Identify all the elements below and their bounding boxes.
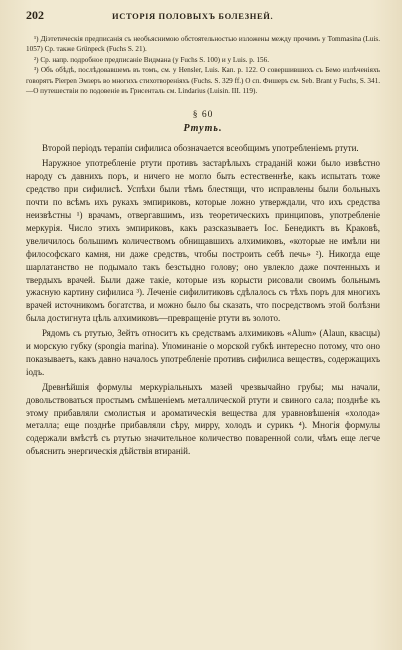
footnotes-block [26,34,380,96]
footnote: ²) Ср. напр. подробное предписаніе Видмана (у Fuchs S. 100) и у Luis. р. 156. [34,55,270,64]
paragraph: Наружное употребленіе ртути противъ застарѣлыхъ страданій кожи было извѣстно народу съ давнихъ поръ, и ничего не могло быть естественнѣе, какъ испытать тоже средство при сифилисѣ. Успѣхи были тѣмъ блестящи, что исправлены были больныхъ почти по всѣмъ ихъ рукахъ эмпириковъ, которые ложно утверждали, что ихъ средства неизвѣстны ¹) врачамъ, отвергавшимъ, изъ теоретическихъ принциповъ, употребленіе меркурія. Число этихъ эмпириковъ, какъ разсказываетъ Іос. Бенедиктъ въ Краковѣ, увеличилось большимъ количествомъ обнищавшихъ алхимиковъ, «которые не имѣли ни философскаго камня, ни даже средствъ, чтобы построить себѣ печь» ²). Никогда еще шарлатанство не подымало такъ безстыдно голову; оно увлекло даже почтенныхъ и твердыхъ врачей. Были даже такіе, которые изъ корысти рисовали своимъ больнымъ ужасную картину сифилиса ³). Леченіе сифилитиковъ сдѣлалось съ тѣхъ поръ для многихъ врачей источникомъ богатства, и можно было бы сказать, что посредствомъ этой болѣзни была достигнута цѣль алхимиковъ—превращеніе ртути въ золото. [26,158,380,324]
footnote: ¹) Діэтетическія предписанія съ необъяснимою обстоятельностью изложены между прочимъ у Tommasina (Luis. 1057) Ср. также Grünpeck (Fuchs S. 21). [26,35,380,54]
page-number: 202 [26,8,44,22]
page-header [26,8,380,30]
paragraph: Рядомъ съ ртутью, Зейтъ относитъ къ средствамъ алхимиковъ «Alum» (Alaun, квасцы) и морскую губку (spongia marina). Упоминаніе о морской губкѣ интересно потому, что оно показываетъ, какъ давно началось употребленіе противъ сифилиса веществъ, содержащихъ іодъ. [26,328,380,377]
running-title: ИСТОРІЯ ПОЛОВЫХЪ БОЛЕЗНЕЙ. [112,11,274,21]
body-text [26,142,380,458]
paragraph: Второй періодъ терапіи сифилиса обозначается всеобщимъ употребленіемъ ртути. [42,143,359,154]
paragraph: Древнѣйшія формулы меркуріальныхъ мазей чрезвычайно грубы; мы начали, довольствоваться простымъ смѣшеніемъ металлической ртути и свиного сала; позднѣе къ этому прибавляли смолистыя и ароматическія вещества для уравновѣшенія «холода» металла; еще позднѣе прибавляли сѣру, мирру, холодъ и сурикъ ⁴). Многія формулы содержали вмѣстѣ съ ртутью значительное количество поваренной соли, чѣмъ еще легче объяснить энергическія дѣйствія втираній. [26,381,380,457]
footnote: ³) Объ обѣдѣ, послѣдовавшемъ въ томъ, см. у Hensler, Luis. Кап. р. 122. О совершившихъ съ Бемо излѣченіяхъ говорятъ Pierpen Эмзеръ во многихъ стихотвореніяхъ (Fuchs. S. 329 ff.) О сп. Фишеръ см. Seb. Brant у Fuchs, S. 341.—О путешествіи по подовеніе въ Грисенталь см. Lindarius (Luisin. III. 119). [26,66,380,96]
section-number: § 60 [192,110,214,121]
section-title: Ртуть. [183,123,223,135]
